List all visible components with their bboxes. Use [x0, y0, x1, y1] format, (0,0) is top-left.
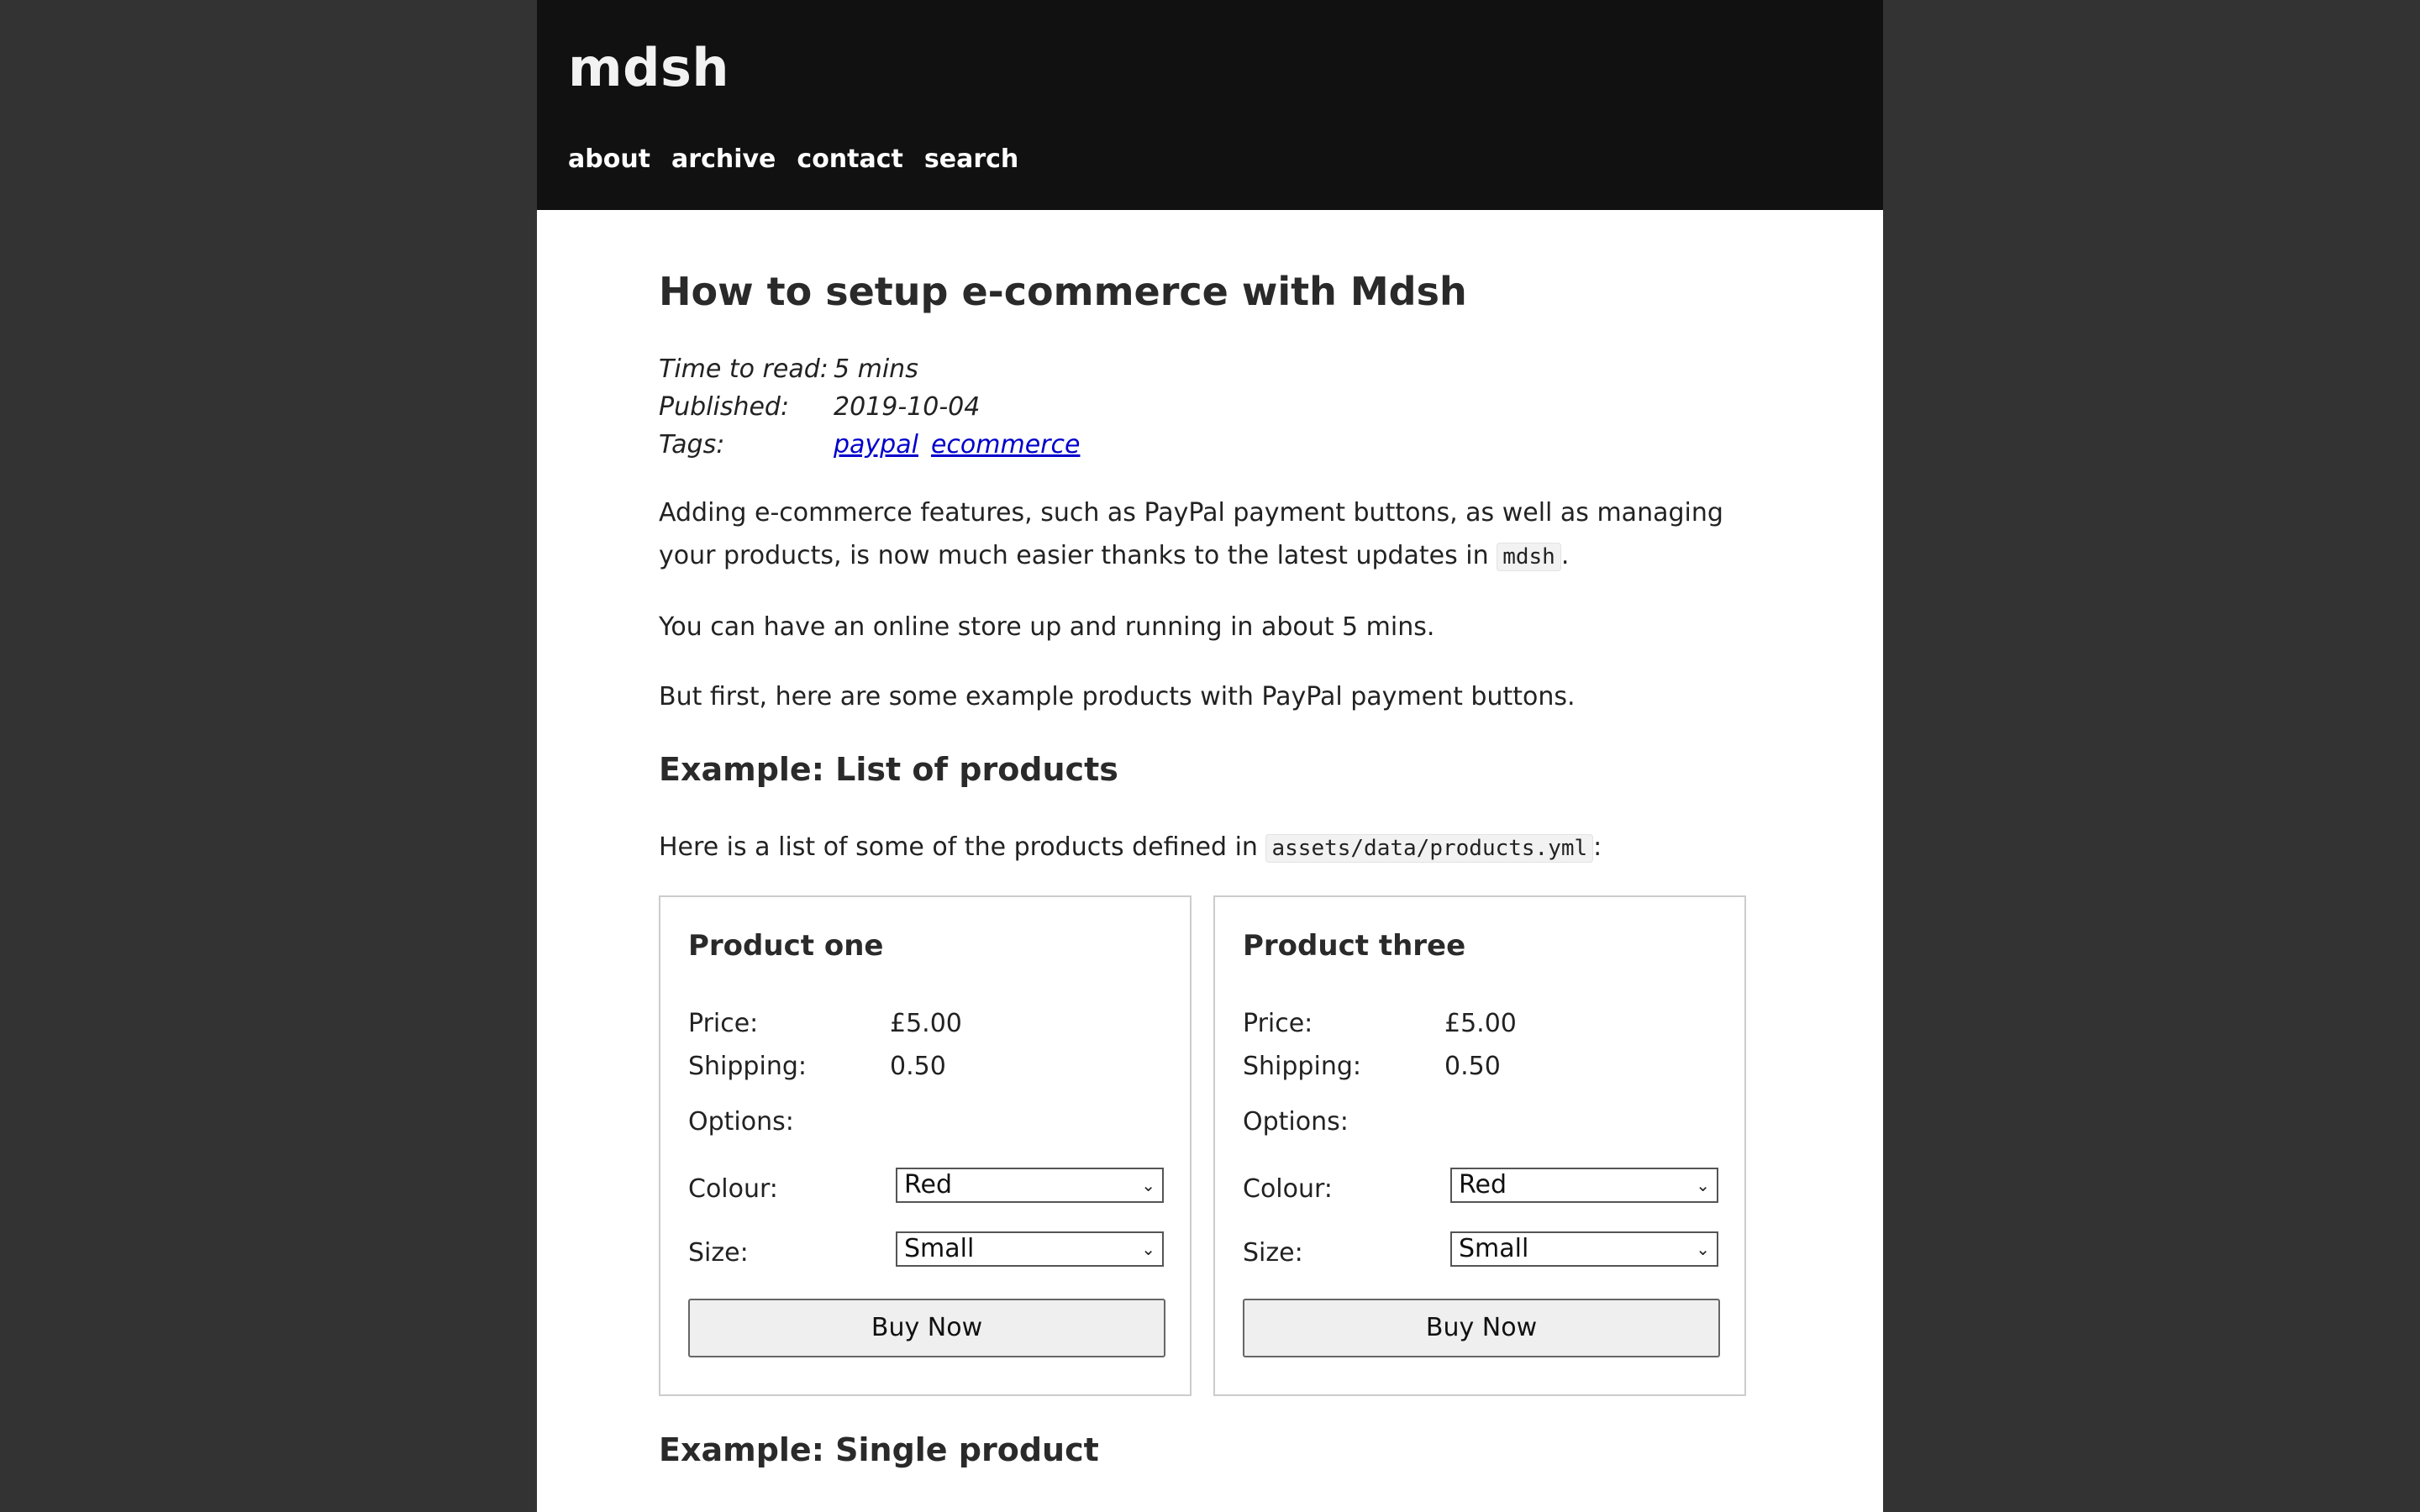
intro-p1-end: . — [1560, 541, 1570, 570]
size-selected-value: Small — [1459, 1234, 1529, 1263]
shipping-value: 0.50 — [1444, 1052, 1501, 1081]
post-meta — [659, 354, 1092, 468]
chevron-down-icon: ⌄ — [1696, 1175, 1710, 1195]
meta-published-label: Published: — [659, 392, 790, 422]
meta-time-label: Time to read: — [659, 354, 829, 384]
desc-code: assets/data/products.yml — [1265, 834, 1593, 863]
section-list-description — [659, 826, 1751, 870]
options-label: Options: — [1243, 1107, 1349, 1137]
intro-p1-code: mdsh — [1497, 543, 1561, 571]
colour-selected-value: Red — [1459, 1170, 1507, 1200]
buy-now-button[interactable]: Buy Now — [688, 1299, 1165, 1357]
intro-p1-text: Adding e-commerce features, such as PayPal payment buttons, as well as managing your products, is now much easier thanks to the latest updates in — [659, 498, 1723, 570]
chevron-down-icon: ⌄ — [1141, 1175, 1155, 1195]
size-selected-value: Small — [904, 1234, 975, 1263]
shipping-value: 0.50 — [890, 1052, 946, 1081]
meta-published-value: 2019-10-04 — [834, 392, 981, 422]
price-label: Price: — [688, 1009, 759, 1038]
desc-end: : — [1593, 832, 1602, 862]
colour-select[interactable] — [896, 1168, 1164, 1203]
options-label: Options: — [688, 1107, 794, 1137]
nav-contact[interactable]: contact — [797, 144, 903, 174]
intro-paragraph-1 — [659, 491, 1751, 579]
shipping-label: Shipping: — [688, 1052, 807, 1081]
product-card — [659, 895, 1192, 1396]
chevron-down-icon: ⌄ — [1696, 1239, 1710, 1259]
nav-archive[interactable]: archive — [671, 144, 776, 174]
size-select[interactable] — [896, 1231, 1164, 1267]
site-title[interactable]: mdsh — [568, 37, 730, 98]
price-label: Price: — [1243, 1009, 1313, 1038]
meta-published-row — [659, 392, 1092, 430]
intro-paragraph-2: You can have an online store up and running in about 5 mins. — [659, 612, 1435, 642]
meta-time-row — [659, 354, 1092, 392]
desc-text: Here is a list of some of the products defined in — [659, 832, 1258, 862]
site-header — [537, 0, 1883, 210]
colour-selected-value: Red — [904, 1170, 952, 1200]
colour-label: Colour: — [688, 1174, 778, 1204]
section-heading-list: Example: List of products — [659, 751, 1118, 788]
shipping-label: Shipping: — [1243, 1052, 1361, 1081]
nav-about[interactable]: about — [568, 144, 651, 174]
meta-tags-label: Tags: — [659, 430, 725, 459]
product-name: Product three — [1243, 929, 1466, 963]
meta-tags-row — [659, 430, 1092, 468]
main-nav — [568, 144, 1018, 174]
size-label: Size: — [1243, 1238, 1303, 1268]
section-heading-single: Example: Single product — [659, 1431, 1099, 1468]
meta-time-value: 5 mins — [834, 354, 918, 384]
colour-select[interactable] — [1450, 1168, 1718, 1203]
chevron-down-icon: ⌄ — [1141, 1239, 1155, 1259]
colour-label: Colour: — [1243, 1174, 1333, 1204]
size-select[interactable] — [1450, 1231, 1718, 1267]
price-value: £5.00 — [1444, 1009, 1517, 1038]
tag-link-ecommerce[interactable]: ecommerce — [930, 430, 1081, 459]
intro-paragraph-3: But first, here are some example products with PayPal payment buttons. — [659, 682, 1576, 711]
product-card — [1213, 895, 1746, 1396]
size-label: Size: — [688, 1238, 749, 1268]
nav-search[interactable]: search — [923, 144, 1019, 174]
meta-tags — [834, 430, 1092, 468]
tag-link-paypal[interactable]: paypal — [834, 430, 918, 459]
post-title: How to setup e-commerce with Mdsh — [659, 269, 1467, 314]
buy-now-button[interactable]: Buy Now — [1243, 1299, 1720, 1357]
page — [537, 0, 1883, 1512]
price-value: £5.00 — [890, 1009, 962, 1038]
product-name: Product one — [688, 929, 884, 963]
